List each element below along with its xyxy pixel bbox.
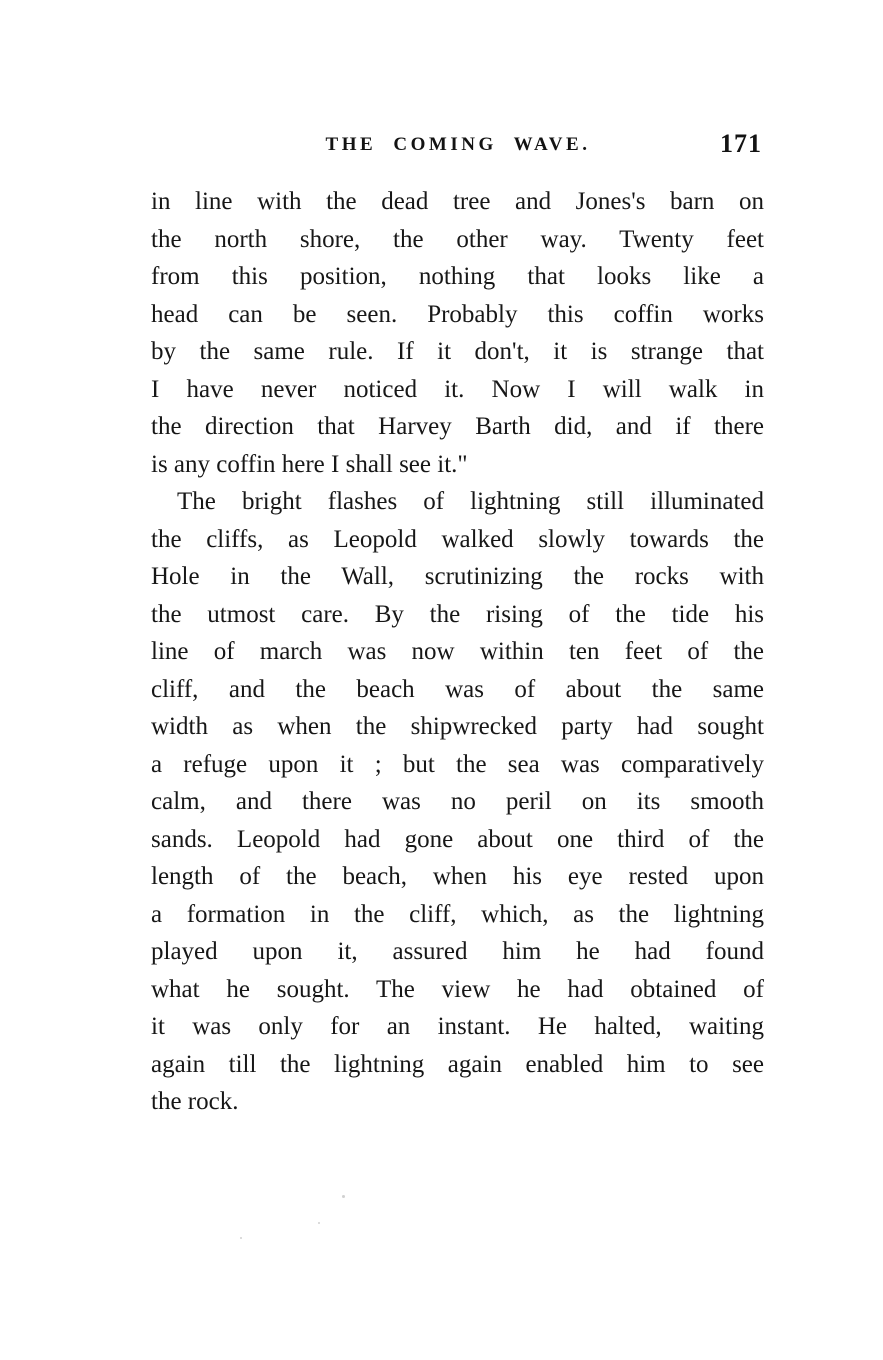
text-line: from this position, nothing that looks like a <box>151 263 764 290</box>
text-line: Hole in the Wall, scrutinizing the rocks with <box>151 563 764 590</box>
text-line: a formation in the cliff, which, as the lightning <box>151 900 764 928</box>
text-line: is any coffin here I shall see it." <box>151 450 468 478</box>
text-line: the utmost care. By the rising of the tide his <box>151 600 764 628</box>
paragraph <box>151 483 764 1121</box>
text-line: the north shore, the other way. Twenty feet <box>151 225 764 253</box>
text-line: by the same rule. If it don't, it is strange that <box>151 338 764 365</box>
text-line: played upon it, assured him he had found <box>151 938 764 965</box>
text-line: cliff, and the beach was of about the same <box>151 675 764 703</box>
text-line: sands. Leopold had gone about one third of the <box>151 825 764 853</box>
text-line: The bright flashes of lightning still illuminated <box>177 488 764 515</box>
text-line: I have never noticed it. Now I will walk in <box>151 375 764 403</box>
text-line: it was only for an instant. He halted, waiting <box>151 1013 764 1040</box>
text-line: head can be seen. Probably this coffin works <box>151 300 764 328</box>
text-line: line of march was now within ten feet of the <box>151 638 764 665</box>
text-line: in line with the dead tree and Jones's barn on <box>151 188 764 215</box>
text-line: what he sought. The view he had obtained of <box>151 975 764 1003</box>
text-line: the cliffs, as Leopold walked slowly towards the <box>151 525 764 553</box>
text-line: the direction that Harvey Barth did, and if there <box>151 413 764 440</box>
scan-speck <box>318 1222 320 1224</box>
text-line: calm, and there was no peril on its smooth <box>151 788 764 815</box>
page-number: 171 <box>720 129 762 158</box>
scan-speck <box>342 1195 345 1198</box>
text-line: the rock. <box>151 1088 239 1115</box>
text-line: width as when the shipwrecked party had sought <box>151 713 764 740</box>
text-line: length of the beach, when his eye rested upon <box>151 863 764 890</box>
running-head-title: THE COMING WAVE. <box>325 134 591 155</box>
text-line: again till the lightning again enabled him to see <box>151 1050 764 1078</box>
text-line: a refuge upon it ; but the sea was comparatively <box>151 750 764 778</box>
paragraph <box>151 183 764 483</box>
scan-speck <box>240 1237 242 1239</box>
page-body <box>151 183 764 1121</box>
running-head <box>152 129 764 158</box>
